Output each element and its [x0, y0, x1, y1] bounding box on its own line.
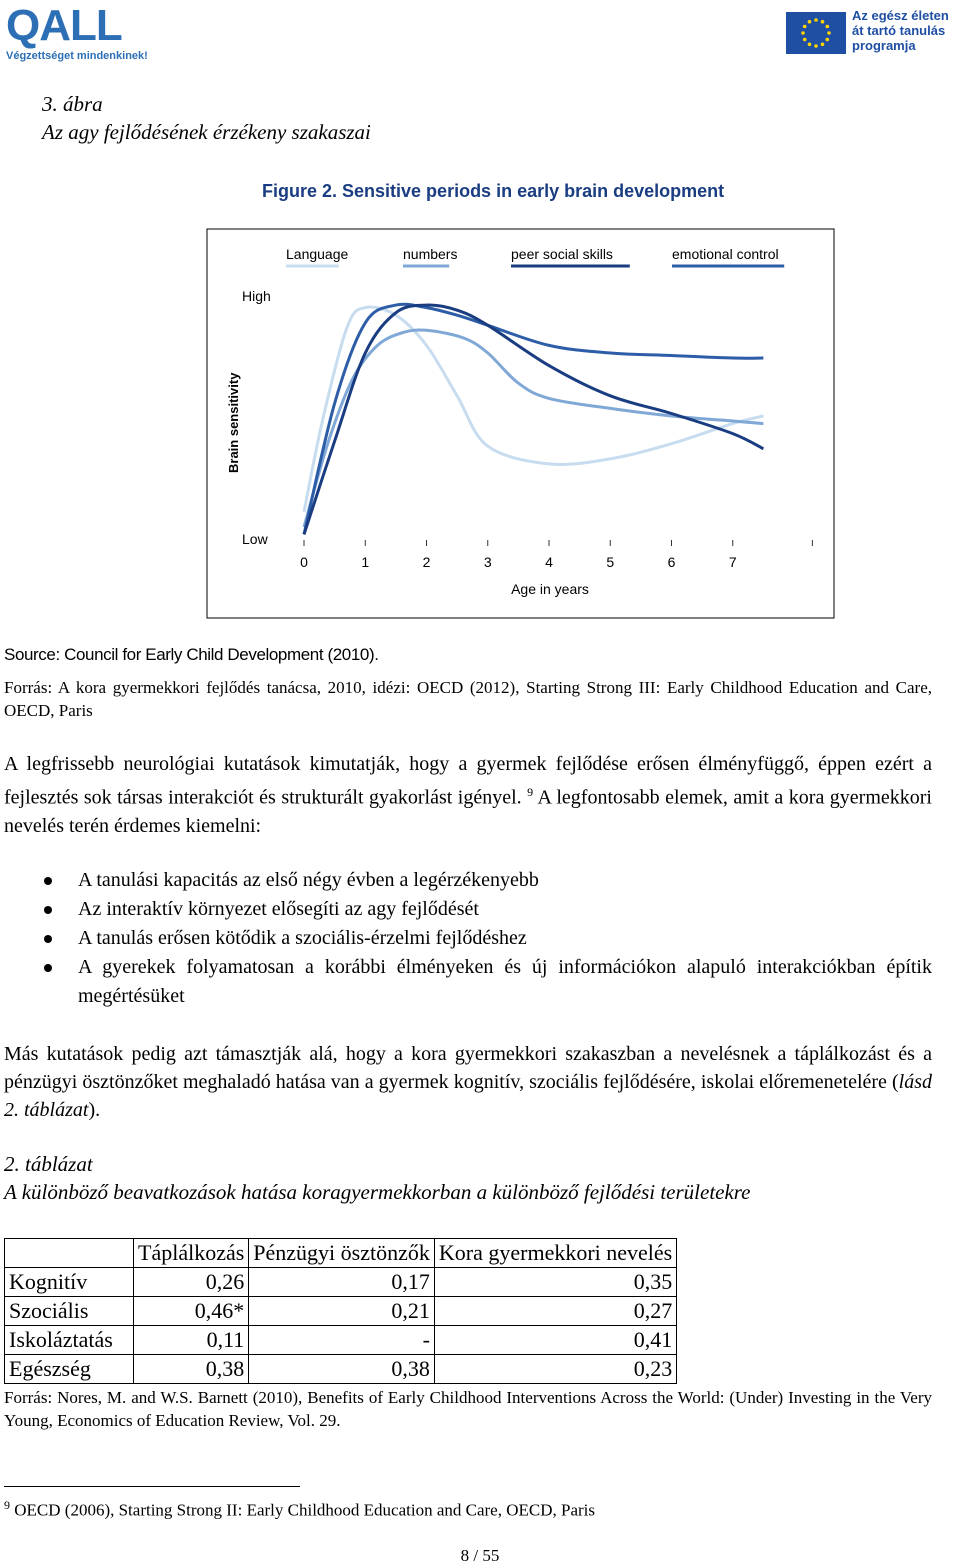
- list-item-text: A gyerekek folyamatosan a korábbi élményeken és új információkon alapuló interakciókban építik megértésüket: [78, 956, 932, 1007]
- series-line-numbers: [304, 330, 763, 527]
- list-item: [4, 953, 932, 1011]
- bullet-icon: [44, 964, 52, 972]
- chart-x-axis: [300, 540, 812, 570]
- qall-logo: [6, 1, 156, 68]
- eu-text-line-3: programja: [852, 38, 916, 53]
- effects-table: [4, 1238, 677, 1384]
- table-row: [5, 1355, 677, 1384]
- series-line-peer-social-skills: [304, 305, 763, 534]
- eu-text-line-1: Az egész életen: [852, 8, 949, 23]
- table-cell: 0,26: [134, 1268, 249, 1297]
- table-cell: Iskoláztatás: [5, 1326, 134, 1355]
- table-cell: Kognitív: [5, 1268, 134, 1297]
- intro-paragraph: [4, 750, 932, 840]
- x-tick-label: 2: [422, 554, 431, 570]
- x-tick-label: 6: [667, 554, 676, 570]
- figure-source-en: Source: Council for Early Child Development (2010).: [4, 645, 379, 664]
- x-axis-label: Age in years: [511, 581, 589, 597]
- research-text-end: ).: [88, 1099, 101, 1121]
- bullet-icon: [44, 935, 52, 943]
- qall-logo-slogan: Végzettséget mindenkinek!: [6, 50, 148, 62]
- figure-source-hu: Forrás: A kora gyermekkori fejlődés tanácsa, 2010, idézi: OECD (2012), Starting Strong III: Early Childhood Education and Care, OECD, Paris: [4, 678, 932, 720]
- table-cell: 0,23: [434, 1355, 676, 1384]
- intro-text: A legfrissebb neurológiai kutatások kimutatják, hogy a gyermek fejlődése erősen élményfüggő, éppen ezért a fejlesztés sok társas interakciót és strukturált gyakorlást igényel.: [4, 753, 932, 809]
- table-cell: Szociális: [5, 1297, 134, 1326]
- list-item: [4, 866, 932, 895]
- eu-text-line-2: át tartó tanulás: [852, 23, 946, 38]
- list-item-text: Az interaktív környezet elősegíti az agy fejlődését: [78, 898, 479, 920]
- footnote-ref: 9: [527, 785, 534, 799]
- eu-flag-icon: [786, 12, 846, 54]
- table-header-cell: Pénzügyi ösztönzők: [249, 1239, 435, 1268]
- legend-label: Language: [286, 246, 349, 262]
- list-item: [4, 895, 932, 924]
- table-cell: -: [249, 1326, 435, 1355]
- footnote-number: 9: [4, 1498, 10, 1512]
- table-cell: Egészség: [5, 1355, 134, 1384]
- x-tick-label: 5: [606, 554, 615, 570]
- figure-label: 3. ábra: [42, 92, 103, 116]
- bullet-icon: [44, 906, 52, 914]
- footnote-text: OECD (2006), Starting Strong II: Early Childhood Education and Care, OECD, Paris: [14, 1500, 595, 1520]
- key-points-list: [4, 866, 932, 1011]
- eu-program-logo: [786, 8, 956, 60]
- chart-series: [304, 304, 763, 534]
- table-header-cell: Táplálkozás: [134, 1239, 249, 1268]
- x-tick-label: 0: [300, 554, 308, 570]
- table-reference: lásd 2. táblázat: [4, 1071, 932, 1121]
- x-tick-label: 4: [545, 554, 553, 570]
- list-item-text: A tanulási kapacitás az első négy évben a legérzékenyebb: [78, 869, 539, 891]
- chart-title: Figure 2. Sensitive periods in early brain development: [262, 181, 725, 201]
- table-cell: 0,11: [134, 1326, 249, 1355]
- table-title: A különböző beavatkozások hatása koragyermekkorban a különböző fejlődési területekre: [4, 1180, 751, 1204]
- y-tick-high: High: [242, 288, 271, 304]
- eu-program-text: [852, 8, 949, 53]
- chart-legend: [286, 246, 784, 266]
- footnote: [4, 1498, 595, 1521]
- table-cell: 0,38: [134, 1355, 249, 1384]
- table-cell: 0,17: [249, 1268, 435, 1297]
- x-tick-label: 7: [728, 554, 737, 570]
- legend-label: emotional control: [672, 246, 779, 262]
- intro-text-2: A legfontosabb elemek, amit a kora gyermekkori nevelés terén érdemes kiemelni:: [4, 786, 932, 837]
- page-number: 8 / 55: [460, 1546, 500, 1565]
- figure-title: Az agy fejlődésének érzékeny szakaszai: [42, 120, 371, 144]
- table-label: [4, 1152, 93, 1177]
- y-axis-label: Brain sensitivity: [226, 372, 241, 473]
- table-header-cell: Kora gyermekkori nevelés: [434, 1239, 676, 1268]
- table-header-cell: [5, 1239, 134, 1268]
- research-text: Más kutatások pedig azt támasztják alá, hogy a kora gyermekkori szakaszban a nevelésnek a táplálkozást és a pénzügyi ösztönzőket meghaladó hatása van a gyermek kognitív, szociális fejlődésére, iskolai előremenetelére (: [4, 1043, 932, 1093]
- list-item-text: A tanulás erősen kötődik a szociális-érzelmi fejlődéshez: [78, 927, 527, 949]
- table-row: [5, 1297, 677, 1326]
- list-item: [4, 924, 932, 953]
- table-label-text: 2. táblázat: [4, 1152, 93, 1176]
- table-row: [5, 1326, 677, 1355]
- table-cell: 0,38: [249, 1355, 435, 1384]
- x-tick-label: 1: [361, 554, 370, 570]
- table-cell: 0,35: [434, 1268, 676, 1297]
- brain-sensitivity-chart: [200, 170, 845, 630]
- research-paragraph: [4, 1040, 932, 1124]
- table-source: Forrás: Nores, M. and W.S. Barnett (2010), Benefits of Early Childhood Interventions Across the World: (Under) Investing in the Very Young, Economics of Education Review, Vol. 29.: [4, 1388, 932, 1430]
- legend-label: peer social skills: [511, 246, 613, 262]
- qall-logo-name: QALL: [6, 1, 122, 50]
- table-header-row: [5, 1239, 677, 1268]
- y-tick-low: Low: [242, 531, 268, 547]
- x-tick-label: 3: [483, 554, 492, 570]
- bullet-icon: [44, 877, 52, 885]
- table-cell: 0,21: [249, 1297, 435, 1326]
- table-cell: 0,46*: [134, 1297, 249, 1326]
- table-cell: 0,41: [434, 1326, 676, 1355]
- table-row: [5, 1268, 677, 1297]
- footnote-divider: [4, 1486, 300, 1487]
- legend-label: numbers: [403, 246, 458, 262]
- table-cell: 0,27: [434, 1297, 676, 1326]
